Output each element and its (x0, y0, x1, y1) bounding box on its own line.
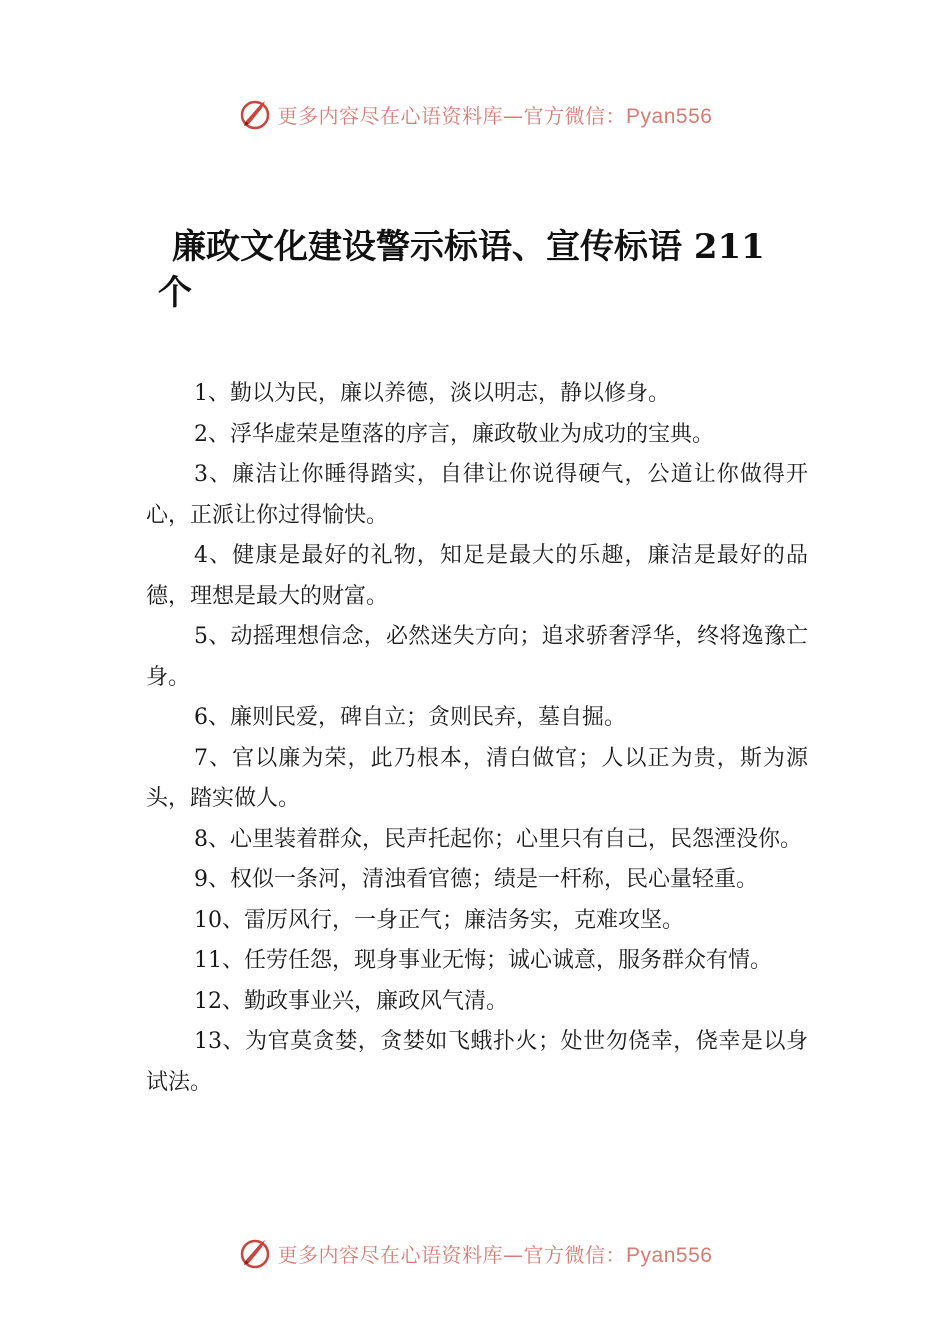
wechat-id: Pyan556 (626, 104, 713, 128)
header-banner (0, 94, 950, 134)
list-item: 10、雷厉风行，一身正气；廉洁务实，克难攻坚。 (194, 907, 684, 933)
list-item: 1、勤以为民，廉以养德，淡以明志，静以修身。 (194, 381, 670, 406)
pen-logo-icon (238, 1236, 272, 1270)
list-item: 2、浮华虚荣是堕落的序言，廉政敬业为成功的宝典。 (194, 421, 714, 447)
page-title (158, 224, 798, 316)
list-item: 12、勤政事业兴，廉政风气清。 (194, 988, 508, 1014)
list-item: 13、为官莫贪婪，贪婪如飞蛾扑火；处世勿侥幸，侥幸是以身试法。 (146, 1029, 808, 1095)
list-item: 9、权似一条河，清浊看官德；绩是一杆称，民心量轻重。 (194, 867, 758, 892)
slogan-list (146, 374, 808, 1103)
list-item: 8、心里装着群众，民声托起你；心里只有自己，民怨湮没你。 (194, 826, 802, 852)
list-item: 5、动摇理想信念，必然迷失方向；追求骄奢浮华，终将逸豫亡身。 (146, 624, 808, 690)
title-line-2: 个 (158, 273, 192, 313)
list-item: 3、廉洁让你睡得踏实，自律让你说得硬气，公道让你做得开心，正派让你过得愉快。 (146, 462, 808, 528)
pen-logo-icon (238, 97, 272, 131)
list-item: 11、任劳任怨，现身事业无悔；诚心诚意，服务群众有情。 (194, 948, 772, 973)
banner-text: 更多内容尽在心语资料库—官方微信：Pyan556 (277, 103, 713, 128)
title-line-1: 廉政文化建设警示标语、宣传标语 211 (172, 227, 765, 267)
wechat-id: Pyan556 (626, 1243, 713, 1267)
list-item: 6、廉则民爱，碑自立；贪则民弃，墓自掘。 (194, 705, 626, 730)
footer-banner (0, 1233, 950, 1273)
list-item: 7、官以廉为荣，此乃根本，清白做官；人以正为贵，斯为源头，踏实做人。 (146, 745, 808, 811)
banner-text: 更多内容尽在心语资料库—官方微信：Pyan556 (277, 1242, 713, 1267)
list-item: 4、健康是最好的礼物，知足是最大的乐趣，廉洁是最好的品德，理想是最大的财富。 (146, 543, 808, 609)
